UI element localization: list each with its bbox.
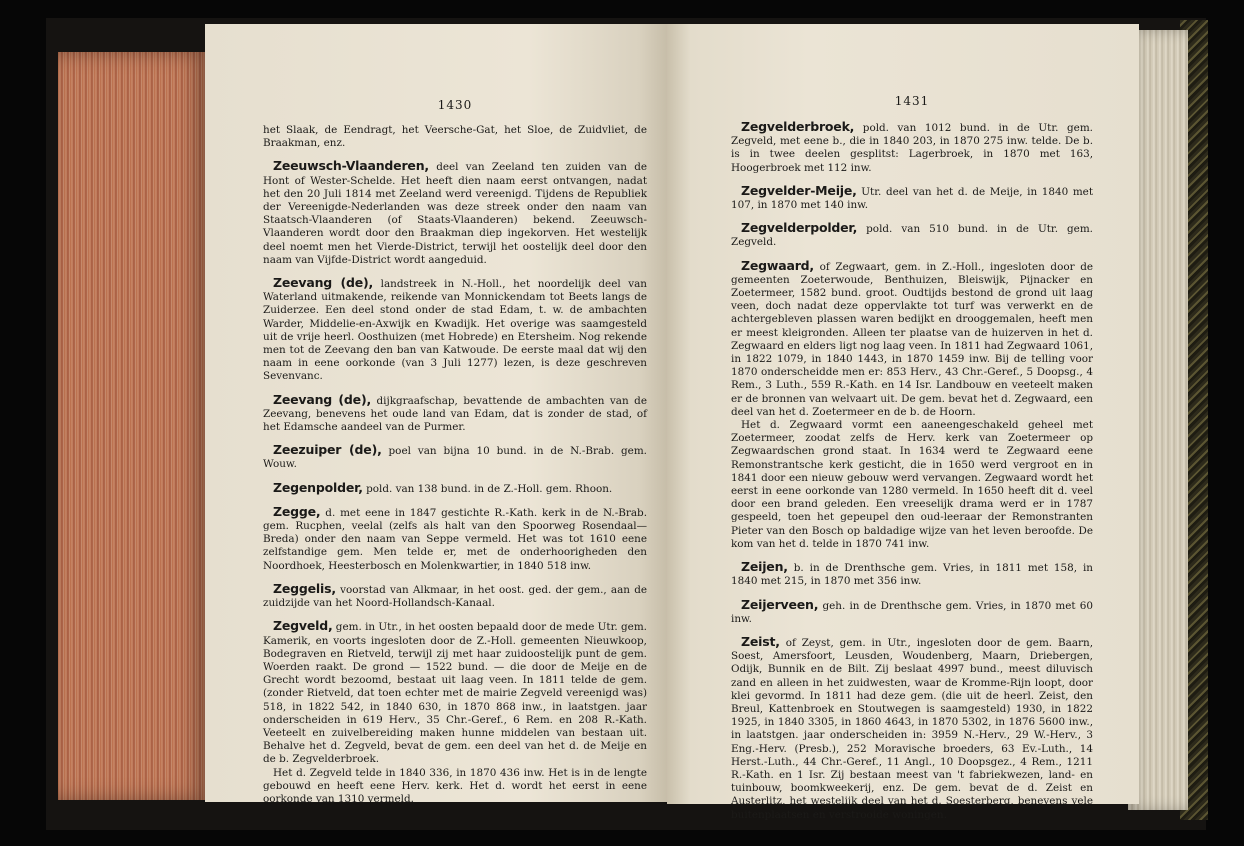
entry-headword: Zegenpolder, [273,479,363,495]
entry-text: pold. van 138 bund. in de Z.-Holl. gem. Rhoon. [362,482,613,495]
entry-paragraph [263,619,647,766]
page-number: 1431 [894,94,930,108]
entry-paragraph [263,481,647,496]
page-edges-left [58,52,208,800]
continuation-text: het Slaak, de Eendragt, het Veersche-Gat, het Sloe, de Zuidvliet, de Braakman, enz. [263,124,647,150]
entry [263,443,647,471]
entry-text: voorstad van Alkmaar, in het oost. ged. der gem., aan de zuidzijde van het Noord-Hollandsch-Kanaal. [263,583,647,610]
entry-paragraph [731,560,1093,588]
entry-list [731,120,1093,822]
entry-paragraph [263,159,647,267]
entry-headword: Zeijerveen, [741,596,819,612]
entry-headword: Zeezuiper (de), [273,442,382,458]
entry-headword: Zegvelder-Meije, [741,182,857,198]
entry-text: b. in de Drenthsche gem. Vries, in 1811 met 158, in 1840 met 215, in 1870 met 356 inw. [731,562,1093,588]
entry-text: pold. van 1012 bund. in de Utr. gem. Zegveld, met eene b., die in 1840 203, in 1870 275 inw. telde. De b. is in twee deelen gesplitst: Lagerbroek, in 1870 met 163, Hoogerbroek met 112 inw. [731,122,1093,174]
entry-list [263,159,647,806]
entry [263,582,647,610]
entry-headword: Zeist, [741,633,780,649]
entry-paragraph [731,221,1093,249]
left-page [205,24,667,805]
right-page [667,24,1139,821]
entry-paragraph [263,505,647,573]
entry-paragraph [731,259,1093,419]
entry-paragraph [263,443,647,471]
entry-paragraph [263,276,647,384]
entry [731,635,1093,822]
entry-paragraph [263,582,647,610]
entry-text: Utr. deel van het d. de Meije, in 1840 met 107, in 1870 met 140 inw. [731,185,1093,212]
entry [263,159,647,267]
entry-text: d. met eene in 1847 gestichte R.-Kath. kerk in de N.-Brab. gem. Rucphen, veelal (zelfs als halt van den Spoorweg Rosendaal—Breda) onder den naam van Seppe vermeld. Het was tot 1610 eene zelfstandige gem. Men telde er, met de onderhoorigheden den Noordhoek, Heesterbosch en Molenkwartier, in 1840 518 inw. [263,506,647,572]
entry-text: pold. van 510 bund. in de Utr. gem. Zegveld. [731,223,1093,249]
entry [263,481,647,496]
entry [731,120,1093,175]
entry [731,259,1093,551]
entry-text: deel van Zeeland ten zuiden van de Hont of Wester-Schelde. Het heeft dien naam eerst ontvangen, nadat het den 20 Juli 1814 met Zeeland werd vereenigd. Tijdens de Republiek der Vereenigde-Nederlanden was deze streek onder den naam van Staatsch-Vlaanderen (of Staats-Vlaanderen) bekend. Zeeuwsch-Vlaanderen wordt door den Braakman diep ingekorven. Het westelijk deel noemt men het Vierde-District, terwijl het oostelijk deel door den naam van Vijfde-District wordt aangeduid. [263,161,647,266]
entry-headword: Zegge, [273,503,321,519]
entry-text: dijkgraafschap, bevattende de ambachten van de Zeevang, benevens het oude land van Edam, dat is zonder de stad, of het Edamsche aandeel van de Purmer. [263,394,647,434]
entry [263,393,647,435]
entry [731,221,1093,249]
entry-extra-text: Het d. Zegwaard vormt een aaneengeschakeld geheel met Zoetermeer, zoodat zelfs de Herv. kerk van Zoetermeer op Zegwaardschen grond staat. In 1634 werd te Zegwaard eene Remonstrantsche kerk gesticht, die in 1650 werd vergroot en in 1841 door een nieuw gebouw werd vervangen. Zegwaard wordt het eerst in eene oorkonde van 1280 vermeld. In 1650 heeft dit d. veel door een brand geleden. Een vreeselijk drama werd er in 1787 gespeeld, toen het gepeupel den oud-leeraar der Remonstranten Pieter van den Bosch op baldadige wijze van het leven beroofde. De kom van het d. telde in 1870 741 inw. [731,419,1093,550]
entry-paragraph [263,393,647,435]
entry [731,598,1093,626]
entry-headword: Zegvelderbroek, [741,119,855,134]
entry-headword: Zegveld, [273,618,333,634]
entry-extra-text: Het d. Zegveld telde in 1840 336, in 1870 436 inw. Het is in de lengte gebouwd en heeft eene Herv. kerk. Het d. wordt het eerst in eene oorkonde van 1310 vermeld. [263,766,647,805]
entry-text: landstreek in N.-Holl., het noordelijk deel van Waterland uitmakende, reikende van Monnickendam tot Beets langs de Zuiderzee. Een deel stond onder de stad Edam, t. w. de ambachten Warder, Middelie-en-Axwijk en Kwadijk. Het overige was saamgesteld uit de vrije heerl. Oosthuizen (met Hobrede) en Etersheim. Nog rekende men tot de Zeevang den ban van Katwoude. De eerste maal dat wij den naam in eene oorkonde (van 3 Juli 1277) lezen, is deze geschreven Sevenvanc. [263,278,647,383]
entry-paragraph [731,598,1093,626]
entry-text: geh. in de Drenthsche gem. Vries, in 1870 met 60 inw. [731,599,1093,625]
entry-text: gem. in Utr., in het oosten bepaald door de mede Utr. gem. Kamerik, en voorts ingesloten door de Z.-Holl. gemeenten Nieuwkoop, Bodegraven en Rietveld, terwijl zij met haar zuidoostelijk punt de gem. Woerden raakt. De grond — 1522 bund. — die door de Meije en de Grecht wordt bezoomd, bestaat uit laag veen. In 1811 telde de gem. (zonder Rietveld, dat toen echter met de mairie Zegveld vereenigd was) 518, in 1822 542, in 1840 630, in 1870 868 inw., in laatstgen. jaar onderscheiden in 619 Herv., 35 Chr.-Geref., 6 Rem. en 208 R.-Kath. Veeteelt en zuivelbereiding maken hunne middelen van bestaan uit. Behalve het d. Zegveld, bevat de gem. een deel van het d. de Meije en de b. Zegvelderbroek. [263,621,647,766]
entry-headword: Zeeuwsch-Vlaanderen, [273,158,429,174]
entry [263,505,647,573]
entry-paragraph [731,184,1093,212]
page-number: 1430 [437,98,473,112]
entry-paragraph [731,120,1093,175]
entry-headword: Zeggelis, [273,580,336,596]
entry [263,276,647,384]
entry-headword: Zeevang (de), [273,391,371,407]
entry-paragraph [731,635,1093,822]
entry-headword: Zeevang (de), [273,275,374,291]
entry-text: of Zegwaart, gem. in Z.-Holl., ingesloten door de gemeenten Zoeterwoude, Benthuizen, Bleiswijk, Pijnacker en Zoetermeer, 1582 bund. groot. Oudtijds bestond de grond uit laag veen, doch nadat deze oppervlakte tot turf was verwerkt en de achtergebleven plassen waren bedijkt en drooggemalen, heeft men er meest kleigronden. Alleen ter plaatse van de huizerven in het d. Zegwaard en elders ligt nog laag veen. In 1811 had Zegwaard 1061, in 1822 1079, in 1840 1443, in 1870 1459 inw. Bij de telling voor 1870 onderscheidde men er: 853 Herv., 43 Chr.-Geref., 5 Doopsg., 4 Rem., 3 Luth., 559 R.-Kath. en 14 Isr. Landbouw en veeteelt maken er de bronnen van welvaart uit. De gem. bevat het d. Zegwaard, een deel van het d. Zoetermeer en de b. de Hoorn. [731,260,1093,418]
entry-headword: Zegwaard, [741,257,814,273]
entry-text: of Zeyst, gem. in Utr., ingesloten door de gem. Baarn, Soest, Amersfoort, Leusden, Woudenberg, Maarn, Driebergen, Odijk, Bunnik en de Bilt. Zij beslaat 4997 bund., meest diluvisch zand en alleen in het zuidwesten, waar de Kromme-Rijn loopt, door klei gevormd. In 1811 had deze gem. (die uit de heerl. Zeist, den Breul, Kattenbroek en Stoutwegen is saamgesteld) 1930, in 1822 1925, in 1840 3305, in 1860 4643, in 1870 5302, in 1876 5600 inw., in laatstgen. jaar onderscheiden in: 3959 N.-Herv., 29 W.-Herv., 3 Eng.-Herv. (Presb.), 252 Moravische broeders, 63 Ev.-Luth., 14 Herst.-Luth., 44 Chr.-Geref., 11 Angl., 10 Doopsgez., 4 Rem., 1211 R.-Kath. en 1 Isr. Zij bestaan meest van 't fabriekwezen, land- en tuinbouw, boomkweekerij, enz. De gem. bevat de d. Zeist en Austerlitz, het westelijk deel van het d. Soesterberg, benevens vele buitenplaatsen en verstrooide woningen. [731,636,1093,821]
entry-headword: Zeijen, [741,559,788,575]
entry-headword: Zegvelderpolder, [741,220,858,236]
entry-text: poel van bijna 10 bund. in de N.-Brab. gem. Wouw. [263,445,647,471]
entry [263,619,647,806]
entry [731,184,1093,212]
entry [731,560,1093,588]
